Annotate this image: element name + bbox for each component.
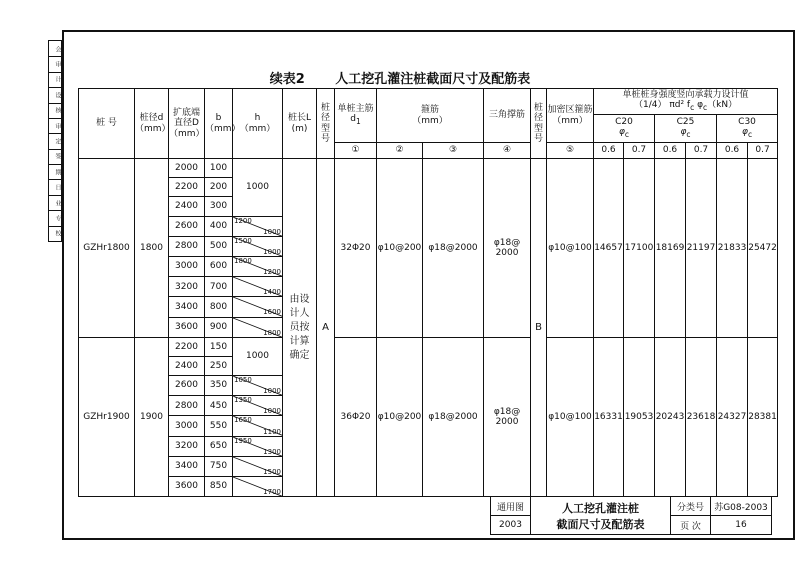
- b-value: 850: [205, 477, 233, 497]
- phi-value: 0.7: [624, 143, 655, 159]
- b-value: 200: [205, 178, 233, 197]
- year: 2003: [491, 516, 531, 535]
- base-dia: 2800: [169, 396, 205, 416]
- h-value: 1000: [233, 159, 283, 217]
- h-diagonal-cell: [233, 236, 283, 256]
- base-dia: 2000: [169, 159, 205, 178]
- pile-dia: 1900: [135, 337, 169, 497]
- pile-table: [78, 88, 778, 497]
- dense-stirrup: φ10@100: [547, 337, 594, 497]
- page-label: 页 次: [671, 516, 711, 535]
- dense-stirrup: φ10@100: [547, 159, 594, 338]
- col-num-5: ⑤: [547, 143, 594, 159]
- b-value: 100: [205, 159, 233, 178]
- header-pile-dia: 桩径d （mm）: [135, 89, 169, 159]
- main-bar: 36Φ20: [335, 337, 377, 497]
- header-pile-type: 桩径型号: [317, 89, 335, 159]
- h-lower-value: 1700: [263, 488, 281, 497]
- h-lower-value: 1200: [263, 268, 281, 277]
- col-num-3: ③: [423, 143, 484, 159]
- h-upper-value: 1050: [234, 376, 252, 385]
- drawing-title: 人工挖孔灌注桩 截面尺寸及配筋表: [531, 497, 671, 535]
- base-dia: 3600: [169, 317, 205, 337]
- h-diagonal: [233, 277, 282, 296]
- signature-strip-cell: 审: [49, 118, 61, 134]
- h-upper-value: 1350: [234, 396, 252, 405]
- col-num-4: ④: [484, 143, 531, 159]
- signature-strip-cell: 定: [49, 133, 61, 149]
- triangle-bar: φ18@ 2000: [484, 159, 531, 338]
- phi-value: 0.7: [748, 143, 778, 159]
- capacity-value: 16331: [594, 337, 624, 497]
- pile-no: GZHr1800: [79, 159, 135, 338]
- header-c25: C25 $\varphi_c$: [655, 115, 717, 143]
- signature-strip-cell: 审: [49, 56, 61, 72]
- base-dia: 2400: [169, 356, 205, 375]
- header-stirrup: 箍筋 （mm）: [377, 89, 484, 143]
- b-value: 700: [205, 277, 233, 297]
- h-diagonal: [233, 217, 282, 236]
- signature-strip-cell: 日: [49, 179, 61, 195]
- capacity-value: 21833: [717, 159, 748, 338]
- base-dia: 3400: [169, 297, 205, 317]
- h-lower-value: 1300: [263, 447, 281, 456]
- h-lower-value: 1000: [263, 387, 281, 396]
- header-triangle: 三角撑筋: [484, 89, 531, 143]
- header-c20: C20 $\varphi_c$: [594, 115, 655, 143]
- h-diagonal: [233, 477, 282, 496]
- h-lower-value: 1000: [263, 407, 281, 416]
- main-bar: 32Φ20: [335, 159, 377, 338]
- b-value: 350: [205, 376, 233, 396]
- signature-strip-cell: 业: [49, 195, 61, 211]
- b-value: 600: [205, 256, 233, 276]
- signature-strip-cell: 签: [49, 149, 61, 165]
- general-label: 通用图: [491, 497, 531, 516]
- capacity-value: 19053: [624, 337, 655, 497]
- length-note: 由设计人员按计算确定: [283, 159, 317, 497]
- h-upper-value: 1500: [234, 236, 252, 245]
- b-value: 650: [205, 436, 233, 456]
- b-value: 550: [205, 416, 233, 436]
- signature-strip-cell: 会: [49, 41, 61, 57]
- capacity-value: 20243: [655, 337, 686, 497]
- base-dia: 3000: [169, 416, 205, 436]
- h-diagonal: [233, 376, 282, 395]
- capacity-value: 14657: [594, 159, 624, 338]
- h-diagonal: [233, 416, 282, 435]
- h-diagonal: [233, 457, 282, 476]
- stirrup-2: φ18@2000: [423, 159, 484, 338]
- stirrup-2: φ18@2000: [423, 337, 484, 497]
- base-dia: 2400: [169, 197, 205, 216]
- header-b: b （mm）: [205, 89, 233, 159]
- b-value: 450: [205, 396, 233, 416]
- h-diagonal-cell: [233, 317, 283, 337]
- h-lower-value: 1800: [263, 328, 281, 337]
- h-diagonal-cell: [233, 416, 283, 436]
- category-label: 分类号: [671, 497, 711, 516]
- capacity-value: 21197: [686, 159, 717, 338]
- h-diagonal-cell: [233, 297, 283, 317]
- phi-value: 0.6: [594, 143, 624, 159]
- capacity-value: 18169: [655, 159, 686, 338]
- phi-value: 0.7: [686, 143, 717, 159]
- header-capacity: 单桩桩身强度竖向承载力设计值 （1/4） πd² $f_c$ $\varphi_c(kN)$: [594, 89, 778, 115]
- capacity-value: 28381: [748, 337, 778, 497]
- b-value: 750: [205, 456, 233, 476]
- base-dia: 3000: [169, 256, 205, 276]
- h-value: 1000: [233, 337, 283, 375]
- b-value: 150: [205, 337, 233, 356]
- pile-dia: 1800: [135, 159, 169, 338]
- signature-strip-cell: 专: [49, 210, 61, 226]
- b-value: 250: [205, 356, 233, 375]
- table-row: [79, 159, 778, 178]
- signature-strip-cell: 计: [49, 72, 61, 88]
- base-dia: 3200: [169, 436, 205, 456]
- base-dia: 2200: [169, 337, 205, 356]
- h-diagonal: [233, 318, 282, 337]
- h-diagonal-cell: [233, 396, 283, 416]
- h-diagonal-cell: [233, 256, 283, 276]
- stirrup-1: φ10@200: [377, 337, 423, 497]
- category-value: 苏G08-2003: [711, 497, 772, 516]
- h-diagonal-cell: [233, 436, 283, 456]
- table-row: [79, 337, 778, 356]
- h-lower-value: 1500: [263, 467, 281, 476]
- header-c30: C30 $\varphi_c$: [717, 115, 778, 143]
- h-diagonal: [233, 437, 282, 456]
- header-length: 桩长L (m): [283, 89, 317, 159]
- h-lower-value: 1000: [263, 247, 281, 256]
- triangle-bar: φ18@ 2000: [484, 337, 531, 497]
- table-title-text: 人工挖孔灌注桩截面尺寸及配筋表: [335, 72, 531, 87]
- header-main-bar: 单桩主筋$d_1$: [335, 89, 377, 143]
- h-lower-value: 1000: [263, 227, 281, 236]
- h-lower-value: 1100: [263, 427, 281, 436]
- signature-strip-cell: 核: [49, 103, 61, 119]
- signature-strip-cell: 期: [49, 164, 61, 180]
- page-value: 16: [711, 516, 772, 535]
- table-title: [0, 68, 800, 87]
- base-dia: 2200: [169, 178, 205, 197]
- base-dia: 2600: [169, 376, 205, 396]
- signature-strip-cell: 校: [49, 226, 61, 242]
- title-block: [490, 496, 772, 535]
- capacity-value: 17100: [624, 159, 655, 338]
- h-lower-value: 1600: [263, 308, 281, 317]
- header-dense: 加密区箍筋 （mm）: [547, 89, 594, 143]
- h-upper-value: 1800: [234, 256, 252, 265]
- pile-type-a: A: [317, 159, 335, 497]
- base-dia: 2800: [169, 236, 205, 256]
- h-diagonal: [233, 297, 282, 316]
- b-value: 300: [205, 197, 233, 216]
- signature-strip-cell: 设: [49, 87, 61, 103]
- table-number: 续表2: [269, 72, 305, 87]
- h-upper-value: 1950: [234, 436, 252, 445]
- h-diagonal-cell: [233, 477, 283, 497]
- capacity-value: 24327: [717, 337, 748, 497]
- header-pile-no: 桩 号: [79, 89, 135, 159]
- b-value: 500: [205, 236, 233, 256]
- pile-no: GZHr1900: [79, 337, 135, 497]
- h-diagonal: [233, 237, 282, 256]
- header-pile-type-2: 桩径型号: [531, 89, 547, 159]
- h-diagonal-cell: [233, 216, 283, 236]
- col-num-1: ①: [335, 143, 377, 159]
- b-value: 400: [205, 216, 233, 236]
- h-diagonal-cell: [233, 456, 283, 476]
- base-dia: 3200: [169, 277, 205, 297]
- pile-type-b: B: [531, 159, 547, 497]
- b-value: 900: [205, 317, 233, 337]
- phi-value: 0.6: [717, 143, 748, 159]
- h-diagonal: [233, 396, 282, 415]
- stirrup-1: φ10@200: [377, 159, 423, 338]
- header-base-dia: 扩底端直径D （mm）: [169, 89, 205, 159]
- col-num-2: ②: [377, 143, 423, 159]
- h-diagonal: [233, 257, 282, 276]
- h-lower-value: 1400: [263, 288, 281, 297]
- h-upper-value: 1200: [234, 216, 252, 225]
- header-h: h （mm）: [233, 89, 283, 159]
- h-diagonal-cell: [233, 376, 283, 396]
- h-diagonal-cell: [233, 277, 283, 297]
- base-dia: 3400: [169, 456, 205, 476]
- h-upper-value: 1650: [234, 416, 252, 425]
- base-dia: 2600: [169, 216, 205, 236]
- capacity-value: 25472: [748, 159, 778, 338]
- phi-value: 0.6: [655, 143, 686, 159]
- b-value: 800: [205, 297, 233, 317]
- capacity-value: 23618: [686, 337, 717, 497]
- base-dia: 3600: [169, 477, 205, 497]
